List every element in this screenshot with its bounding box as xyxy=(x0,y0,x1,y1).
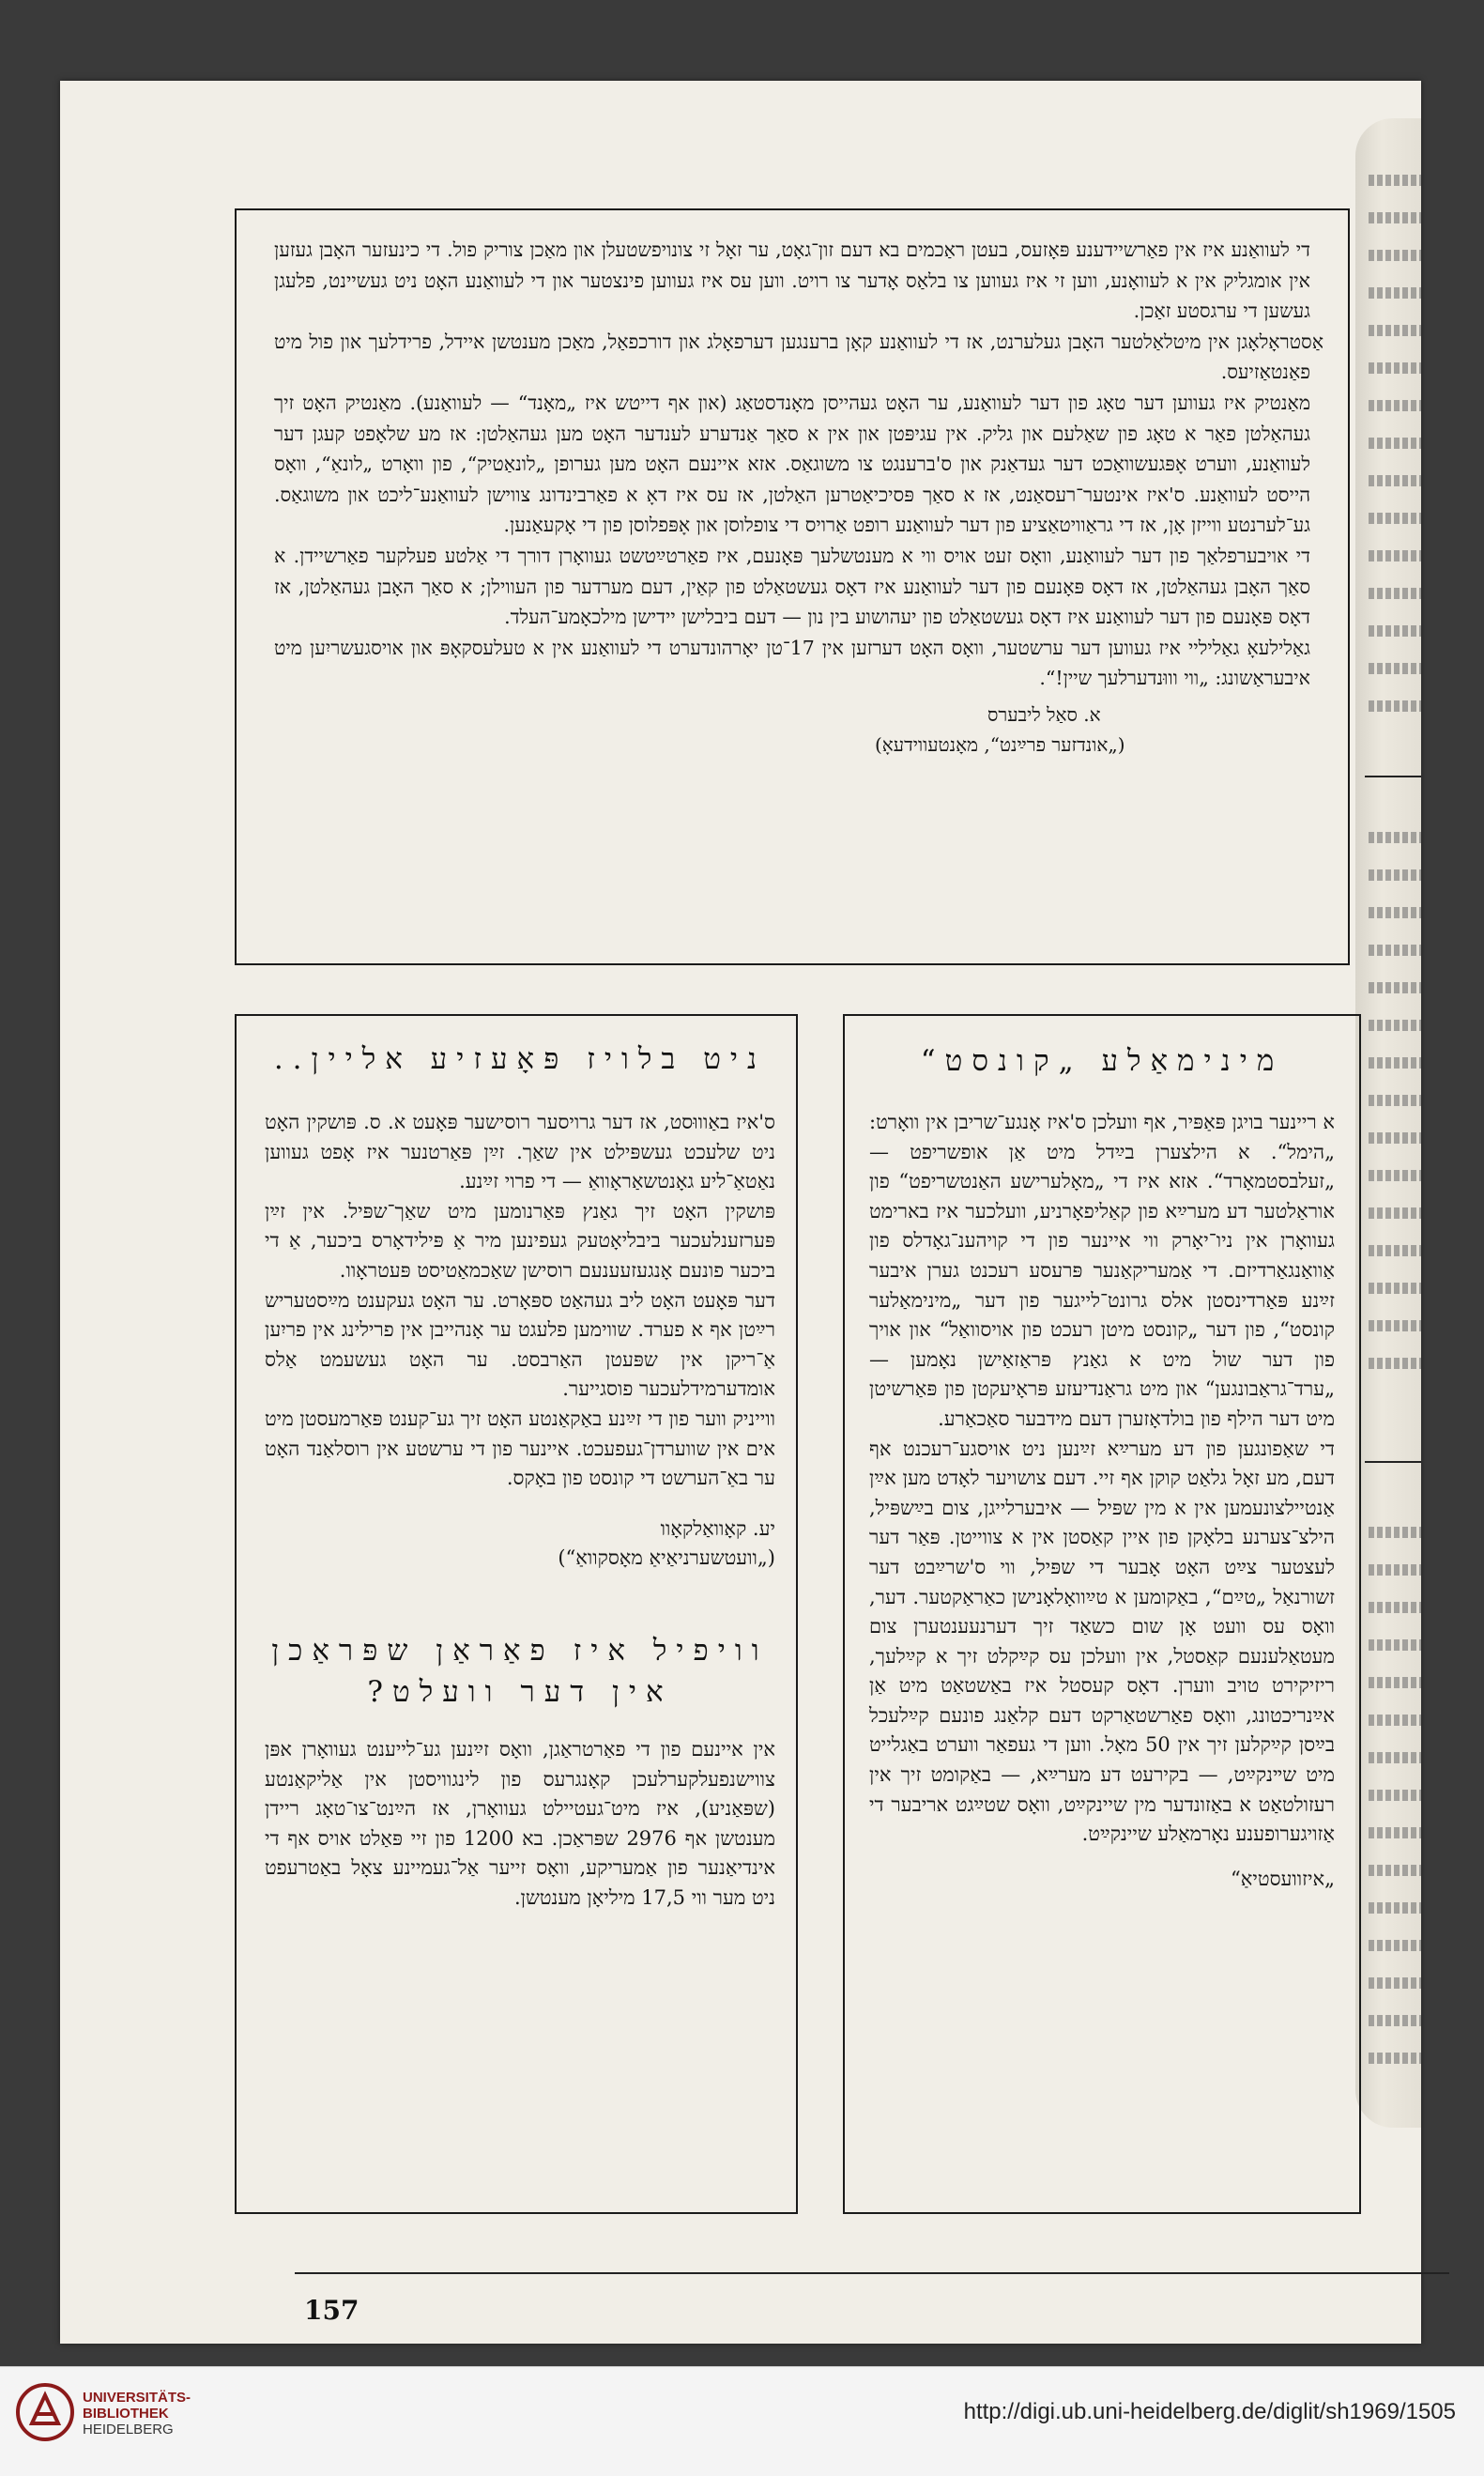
left-column-frame xyxy=(235,933,798,2214)
poetry-paragraph-3: דער פּאָעט האָט ליב געהאַט ספּאָרט. ער האָט געקענט מײַסטעריש רײַטן אף א פערד. שווימען פלעגט ער אָנהייבן אין פרילינג אין פריִען אַ־ריקן אין שפּעטן האַרבסט. ער האָט געשעמט אַלס אומדערמידלעכער פוסגייער. xyxy=(265,1288,775,1401)
top-paragraph-3: מאַנטיק איז געווען דער טאָג פון דער לעוואַנע, ער האָט געהייסן מאָנדסטאַג (און אף דייטש איז „מאָנד“ — לעוואַנע). מאַנטיק האָט זיך געהאַלטן פאַר א טאָג פון שאַלעם און גליק. אין עגיפּטן און אין א סאַך אַנדערע לענדער האָט מען געהאַלטן: אז מע שלאָפט קעגן דער לעוואַנע, ווערט אָפּגעשוואַכט דער געדאַנק און ס'ברענגט צו משוגאַס. אזא איינעם האָט מען גערופן „לונאַטיק“, פון וואָרט „לונאַ“, וואָס הייסט לעוואַנע. ס'איז אינטער־רעסאַנט, אז א סאַך פּסיכיאַטרען האַלטן, אז עס איז דאָ א פאַרבינדונג צווישן לעוואַנע־ליכט און משוגאַס. גע־לערנטע ווייזן אָן, אז די גראַוויטאַציע פון דער לעוואַנע רופט אַרויס די צופלוסן און אָפּפלוסן פון די אָקעאַנען. xyxy=(274,391,1310,537)
top-paragraph-5: גאַלילעאָ גאַליליי איז געווען דער ערשטער, וואָס האָט דערזען אין 17־טן יאָרהונדערט די לעוואַנע אין א טעלעסקאָפּ און אויסגעשריִען מיט איבעראַשונג: „ווי וווּנדערלעך שיין!“. xyxy=(274,636,1310,690)
minimal-art-body xyxy=(869,1108,1335,1894)
top-paragraph-4: די אויבערפלאַך פון דער לעוואַנע, וואָס זעט אויס ווי א מענטשלעך פּאָנעם, איז פאַרטײַטשט געוואָרן דורך די אַלטע פעלקער פאַרשיידן. א סאַך האָבן געהאַלטן, אז דאָס פּאָנעם פון דער לעוואַנע איז דאָס געשטאַלט פון קאַין, דעם מערדער פון העווילן; א סאַך האָבן געהאַלטן, אז דאָס פּאָנעם פון דער לעוואַנע איז דאָס געשטאַלט פון יעהושוע בין נון — דעם ביבלישן יידישן מילכאָמע־העלד. xyxy=(274,544,1310,629)
page-number: 157 xyxy=(304,2295,360,2326)
logo-line-2: BIBLIOTHEK xyxy=(83,2406,169,2422)
top-author: א. סאַל ליבערס xyxy=(987,702,1101,726)
right-column-content xyxy=(869,1040,1335,1894)
left-column-content xyxy=(265,1038,775,1913)
languages-article-body xyxy=(265,1735,775,1914)
viewer-footer xyxy=(0,2366,1484,2476)
poetry-paragraph-1: ס'איז באַוווּסט, אז דער גרויסער רוסישער פּאָעט א. ס. פּושקין האָט ניט שלעכט געשפּילט אין שאַך. זײַן פּאַרטנער איז אָפט געווען נאַטאַ־ליע גאָנטשאַראָוואַ — די פרוי זײַנע. xyxy=(265,1111,775,1193)
top-article-frame xyxy=(235,208,1350,965)
minimal-art-source: „איזוועסטיאַ“ xyxy=(1231,1867,1335,1890)
article-title-languages-2: אין דער וועלט? xyxy=(367,1674,673,1709)
languages-paragraph-1: אין איינעם פון די פאַרטראַגן, וואָס זײַנען גע־לייענט געוואָרן אפּן צווישנפעלקערלעכן קאָנגרעס פון לינגוויסטן אין אַליקאַנטע (שפּאַניע), איז מיט־געטיילט געוואָרן, אז הײַנט־צו־טאָג ריידן מענטשן אף 2976 שפּראַכן. בא 1200 פון זיי פּאַלט אויס אף די אינדיאַנער פון אַמעריקע, וואָס זייער אַל־געמיינע צאָל באַטרעפט ניט מער ווי 17,5 מיליאָן מענטשן. xyxy=(265,1737,775,1909)
poetry-source: („וועטשערניאַיאַ מאָסקוואַ“) xyxy=(558,1546,775,1570)
scanned-page xyxy=(60,81,1421,2344)
right-column-frame xyxy=(843,1014,1361,2214)
university-seal-icon xyxy=(15,2382,75,2442)
adjacent-page-edge xyxy=(1355,118,1421,2128)
poetry-article-body xyxy=(265,1108,775,1574)
library-logo-text[interactable] xyxy=(83,2390,191,2438)
top-paragraph-1: די לעוואַנע איז אין פאַרשיידענע פּאָזעס, בעטן ראַכמים בא דעם זון־גאָט, ער זאָל זי צונויפשטעלן און מאַכן צוריק פול. די כינעזער האָבן געזען אין אומגליק אין א לעוואָנע, ווען זי איז געווען צו בלאַס אָדער צו רויט. ווען עס איז געווען פינצטער און די לעוואַנע האָט ניט געשיינט, פלעגן געשען די ערגסטע זאַכן. xyxy=(274,238,1310,323)
article-title-minimal-art: מינימאַלע „קונסט“ xyxy=(920,1044,1284,1078)
poetry-paragraph-4: ווייניק ווער פון די זײַנע באַקאַנטע האָט זיך גע־קענט פּאַרמעסטן מיט אים אין שווערדן־געפעכט. איינער פון די ערשטע אין רוסלאַנד האָט ער באַ־הערשט די קונסט פון באָקס. xyxy=(265,1407,775,1490)
article-title-languages-1: וויפיל איז פאַראַן שפּראַכן xyxy=(271,1633,769,1668)
permalink-url[interactable]: http://digi.ub.uni-heidelberg.de/diglit/sh1969/1505 xyxy=(963,2399,1456,2424)
top-source: („אונדזער פרײַנט“, מאָנטעווידעאָ) xyxy=(875,732,1125,756)
top-paragraph-2: אַסטראָלאָגן אין מיטלאַלטער האָבן געלערנט, אז די לעוואַנע קאָן ברענגען דערפאָלג און דורכפאַל, מאַכן מענטשן איידל, פרידלעך און פול מיט פאַנטאַזיעס. xyxy=(274,330,1323,384)
logo-line-1: UNIVERSITÄTS- xyxy=(83,2390,191,2406)
poetry-paragraph-2: פּושקין האָט זיך גאַנץ פּאַרנומען מיט שאַך־שפּיל. אין זײַן פּערזענלעכער ביבליאָטעק געפינען מיר אַ פּילידאָרס ביכער, אַ די ביכער פונעם אָנגעזעענעם רוסישן שאַכמאַטיסט פּעטראָוו. xyxy=(265,1199,775,1282)
page-footer-rule xyxy=(295,2272,1449,2274)
top-article xyxy=(274,235,1323,760)
minimal-art-paragraph-2: די שאַפונגען פון דע מערײַא זײַנען ניט אויסגע־רעכנט אף דעם, מע זאָל גלאַט קוקן אף זיי. דעם צושויער לאָדט מען אײַן אַנטיילצונעמען אין א מין שפּיל — איבערלייגן, צום בײַשפּיל, הילצ־צערנע בלאָקן פון איין קאַסטן אין א צווייטן. פּאַר דער לעצטער צײַט האָט אָבער די שפּיל, ווי ס'שרײַבט דער זשורנאַל „טײַם“, באַקומען א טײַוואָלאָנישן כאַראַקטער. דער, וואָס עס וועט אָן שום כשאַד זיך דערנעענטערן צום מעטאַלענעם קאַסטל, אין וועלכן עס קײַקלט זיך א קײַלעך, ריזיקירט טויב ווערן. דאָס קעסטל איז באַשטאַט מיט אַן אײַנריכטונג, וואָס פאַרשטאַרקט דעם קלאַנג פונעם קײַלעכל בײַסן קײַקלען זיך אין 50 מאָל. ווען די געפאַר ווערט באַגלייט מיט שײנקײַט, — בקירעט דע מערײַא, — באַקומט זיך אין רעזולטאַט א באַזונדער מין שיינקײַט, וואָס שטײַגט אריבער די אַזויגערופענע נאָרמאַלע שיינקײַט. xyxy=(869,1437,1335,1846)
logo-line-3: HEIDELBERG xyxy=(83,2422,174,2438)
minimal-art-paragraph-1: א ריינער בויגן פּאַפּיר, אף וועלכן ס'איז אָנגע־שריבן אין וואָרט: „הימל“. א הילצערן בײַדל מיט אַן אופשריפט — „זעלבסטמאָרד“. אזא איז די „מאָלערישע האַנטשריפט“ פון אוראַלטער דע מערײַא פון קאַליפאָרניע, וועלכער איז בארימט געוואָרן אין ניו־יאָרק ווי איינער פון די קויהענ־גאָדלס פון אַוואַנגאַרדיזם. די אַמעריקאַנער פּרעסע רעכנט גערן איבער זײַנע פּאַרדינסטן אלס גרונט־לייגער פון דער „מינימאַלער קונסט“, פון דער „קונסט מיטן רעכט פון אויסוואַל“ און אויך פון דער שול מיט א גאַנץ פּראַזאַישן נאָמען — „ערד־גראַבונגען“ און מיט גראַנדיעזע פּראָיעקטן פון פּאַרשיטן מיט דער הילף פון בולדאָזערן דעם מידבער סאַכאַרע. xyxy=(869,1111,1335,1430)
poetry-author: יע. קאָוואַלקאָוו xyxy=(660,1516,775,1540)
article-title-poetry: ניט בלויז פּאָעזיע אליין.. xyxy=(273,1042,767,1076)
